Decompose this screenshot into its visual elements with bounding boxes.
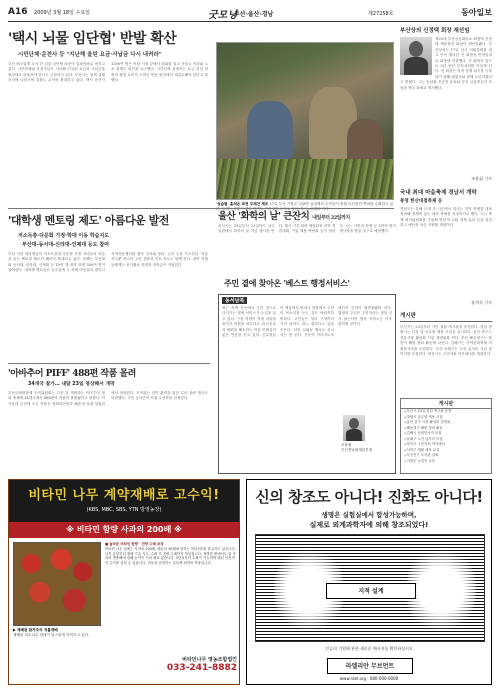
farm-harvest-photo	[216, 42, 394, 200]
ad-company: 비타민나무 영농조합법인	[182, 657, 237, 663]
ad2-headline: 신의 창조도 아니다! 진화도 아니다!	[255, 488, 483, 506]
chemistry-day-dates: 내일부터 22일까지	[312, 215, 350, 221]
ad-band: ※ 비타민 함량 사과의 200배 ※	[9, 522, 239, 538]
page-number: A16	[8, 7, 28, 17]
columnist-signature	[341, 443, 372, 452]
ad-top-banner	[9, 480, 239, 522]
ad2-subhead-1: 생명은 실험실에서 합성가능하며,	[321, 511, 417, 519]
festival-headline: 국내 최대 마을축제 경남서 개막	[400, 190, 477, 196]
ad-body-headline: ■ 놀라운 비타민 함량 · 전량 수매 보장	[105, 542, 164, 546]
page-header	[8, 6, 492, 22]
columnist-name: 조용휘	[341, 443, 352, 447]
issue-number: 제27258호	[368, 11, 394, 17]
listing-item: ◇부산진구 도서관 강좌	[404, 453, 439, 457]
ad2-small-text: 인류의 기원에 관한 새로운 메시지를 확인하십시오	[325, 646, 413, 651]
ad-body	[105, 542, 237, 652]
paper-name: 동아일보	[461, 8, 492, 17]
chemistry-day-body: 울산시는 19일부터 22일까지 남구 일원에서 화학의 날 기념 행사를 연다. 행사 기간 화학 체험관과 과학 경진대회, 기업 채용 박람회 등이 열린다. 시는 시민과 학생 등 5만여 명이 행사장을 찾을 것으로 예상했다.	[218, 224, 396, 234]
festival-body: 경남도는 올해 도내 각 시군에서 열리는 지역 축제를 대폭 정비해 경쟁력 있는 대표 축제를 육성하기로 했다. 도는 축제 평가위원회를 구성해 방문객 수와 경제 효과 등을 점검하고 예산을 차등 지원할 계획이다.	[400, 207, 492, 228]
festival-subhead: 통영 한산대첩축제 등	[400, 199, 443, 204]
ad-contact	[105, 656, 237, 673]
ad2-logo: 라엘리안 무브먼트	[327, 658, 413, 674]
notice-board-body: 부산시는 23일부터 시민 청원 게시판을 운영한다. 경남 창원시는 다음 달 공무원 채용 시험을 실시한다. 울산 중구는 전통시장 활성화 사업 설명회를 연다. 부산 해운대구는 봄맞이 해변 정화 활동에 나선다. 김해시는 가야문화축제 자원봉사자를 모집한다. 부산 동래구는 노인 일자리 사업 참여자를 모집한다. 양산시는 주민자치 아카데미를 개설한다.	[400, 325, 492, 357]
listing-item: ◇사하구 생활 체육 교실	[404, 447, 440, 452]
listing-item: ◇동래구 노인 일자리 모집	[404, 436, 443, 441]
column-tag: 동서남북	[222, 297, 247, 304]
chemistry-day-title: 울산 '화학의 날' 큰잔치	[218, 211, 310, 222]
ad2-contact: www.rael.org · 080-000-0000	[339, 676, 399, 681]
vitamin-tree-ad	[8, 479, 240, 685]
film-festival-subhead: 34개국 참가… 내달 23일 영상해서 개막	[28, 382, 115, 387]
divider	[8, 363, 210, 364]
mentoring-subhead-1: 저소득층·다문화 가정·학대 이동 학습지도	[18, 233, 110, 239]
mentoring-subhead-2: 부산대-동서대-신라대-인제대 등도 참여	[22, 242, 109, 248]
lead-body: 부산 택시업계 노사 간 뇌물 임단협 파문이 일파만파로 번지고 있다. 시민단체와 운전사들은 지난해 인상된 요금과 사납금을 원상태로 되돌려야 한다고 주장하고 있다. 부산시는 업계 실태조사에 나섰으며 검찰도 수사를 확대하고 있다. 택시 운전사 1200여 명은 이날 시청 앞에서 집회를 열고 사납금 인하와 노조 집행부 퇴진을 요구했다. 시민단체 관계자는 요금 인상 과정의 불법 로비가 드러난 만큼 원점에서 재검토해야 한다고 말했다.	[8, 62, 208, 83]
ad-photo-caption-text: 재배된 과수나무 열매가 탐스럽게 익어가고 있다.	[13, 632, 90, 637]
listing-item: ◇울산 중구 시장 활성화 설명회	[404, 420, 451, 424]
advertisement-area	[8, 479, 492, 685]
listing-item: ◇창원시 공무원 채용 시험	[404, 414, 443, 419]
chamber-byline: 조용휘 기자	[471, 176, 492, 181]
chamber-body	[400, 37, 492, 175]
section-region: 부산·울산·경남	[234, 11, 274, 18]
ad-body-text: 비타민 나무 열매는 사과의 200배, 레몬의 30배에 달하는 비타민C를 함유하고 있습니다. 묘목 분양부터 재배 기술 지도, 수확 후 전량 수매까지 책임집니다. 척박한 땅에서도 잘 자라며 병충해에 강해 농약이 거의 필요 없습니다. 3년차부터 수확이 가능하며 매년 안정적인 수익을 올릴 수 있습니다. 귀농을 준비하는 분들께 최적의 작물입니다.	[105, 546, 236, 566]
column-body: 최근 지역 곳곳에서 주민 곁으로 다가가는 행정 서비스가 눈길을 끌고 있다. 구청 직원이 직접 마을을 찾아가 민원을 처리하고, 어르신들의 불편을 해소하는 이동 민원실이 좋은 반응을 얻고 있다. 공무원들이 책상에서 벗어나 현장에서 주민의 목소리를 듣는 것은 바람직한 변화다. 주민들은 멀리 구청까지 가지 않아도 되니 편하다고 입을 모은다. 다만 일회성 행사로 끝나서는 안 된다. 꾸준히 이어지도록 예산과 인력이 뒷받침돼야 한다. 행정의 주인은 주민이라는 점을 잊지 않는다면 행정 서비스는 더욱 발전할 것이다.	[222, 306, 392, 338]
column-box	[218, 294, 396, 474]
listing-box	[400, 398, 492, 474]
film-festival-headline: '아바추어 PIFF' 488편 작품 몰려	[8, 369, 136, 379]
section-logo: 굿모닝	[208, 10, 237, 21]
ad-phone: 033-241-8882	[166, 663, 237, 673]
photo-caption-title: '상습범' 훔쳐온 파전 무채건 제조	[216, 202, 269, 206]
mentoring-headline: '대학생 멘토링 제도' 아름다운 발전	[8, 214, 169, 227]
issue-date: 2009년 3월 18일 수요일	[34, 10, 91, 16]
listing-item: ◇양산시 주민자치 아카데미	[404, 442, 445, 446]
photo-credit: 부산=최재호 기자	[300, 206, 329, 211]
listing-item: ◇기장군 농업인 교육	[404, 458, 435, 463]
mentoring-body: 부산 지역 대학생들이 저소득층과 다문화 가정 자녀들의 학습을 돕는 멘토링 제도가 해마다 확대되고 있다. 올해는 부산대와 동서대, 신라대, 인제대 등 10여 개 대학 학생 500여 명이 참여한다. 대학생 멘토들은 일주일에 두 차례 아동들의 집이나 지역아동센터를 찾아 국어와 영어, 수학 등을 가르친다. 학습지도뿐 아니라 고민 상담과 진로 지도도 함께 한다. 참여 학생들에게는 봉사활동 학점과 장학금이 지원된다.	[8, 252, 208, 273]
lead-headline: '택시 뇌물 임단협' 반발 확산	[8, 31, 177, 47]
photo-caption-text: 17일 부산 기장군 일광면 일대에서 주민들이 봄철 특산물인 쪽파를 수확하고 있다. 올해는 작황이 좋아 가격도 안정세를 보이고 있다.	[216, 202, 394, 211]
portrait-photo	[400, 37, 432, 75]
listing-item: ◇김해시 자원봉사자 모집	[404, 431, 442, 435]
fruit-photo	[13, 542, 101, 626]
ad-title: 비타민 나무 계약재배로 고수익!	[28, 488, 220, 503]
festival-byline: 윤희각 기자	[471, 300, 492, 305]
ad2-subhead-2: 실제로 외계과학자에 의해 창조되었다!	[309, 521, 429, 529]
chamber-body-text: 제20대 부산상공회의소 회장에 신정택 세운철강 회장이 재선임됐다. 부산상의는 17일 임시 의원총회를 열고 단독 출마한 신 회장을 만장일치로 회장에 선출했다. 신 회장은 앞으로 3년 동안 부산상의를 이끌게 된다. 신 회장은 지역 경제 위기를 극복하기 위해 회원사와 함께 노력하겠다고 밝혔다. 그는 동남권 신공항 유치와 부산 금융중심지 조성을 핵심 과제로 제시했다.	[400, 37, 492, 90]
columnist-photo	[343, 415, 365, 441]
ad-photo-caption-title: ▶ 재배된 참가조의 직불재배	[13, 628, 58, 632]
listing-item: ◇부산시 23일 청원 게시판 운영	[404, 409, 452, 413]
ad-subtitle: (KBS, MBC, SBS, YTN 방영농장)	[86, 507, 162, 513]
listing-item: ◇해운대구 해변 정화 활동	[404, 425, 443, 430]
notice-board-title: 게시판	[400, 311, 492, 322]
columnist-role: 부산경남취재본부장	[341, 447, 373, 452]
creation-ad	[246, 479, 492, 685]
listing-title: 게시판	[401, 399, 491, 409]
ad2-art-label: 지적 설계	[326, 583, 416, 599]
ad2-artwork	[255, 534, 485, 642]
admin-service-headline: 주민 곁에 찾아온 '베스트 행정서비스'	[224, 278, 350, 288]
film-festival-body: 부산국제영화제 조직위원회는 다음 달 개막하는 아마추어 영화 축제에 34개국에서 488편의 작품이 출품됐다고 밝혔다. 이 가운데 본선에 오른 작품은 영화의전당과 해운대 일대 상영관에서 상영된다. 조직위는 일반 관객을 위한 무료 관람 행사도 마련했다. 시민 심사단이 직접 수상작을 선정한다.	[8, 391, 208, 406]
chamber-headline: 부산상의 신정택 회장 재선임	[400, 28, 470, 34]
ad-photo-caption	[13, 628, 101, 637]
chemistry-day-headline	[218, 208, 396, 222]
newspaper-page	[8, 6, 492, 685]
lead-subhead: 시민단체·운전사 등 "지난해 울린 요금·사납금 다시 내려라"	[18, 52, 162, 58]
